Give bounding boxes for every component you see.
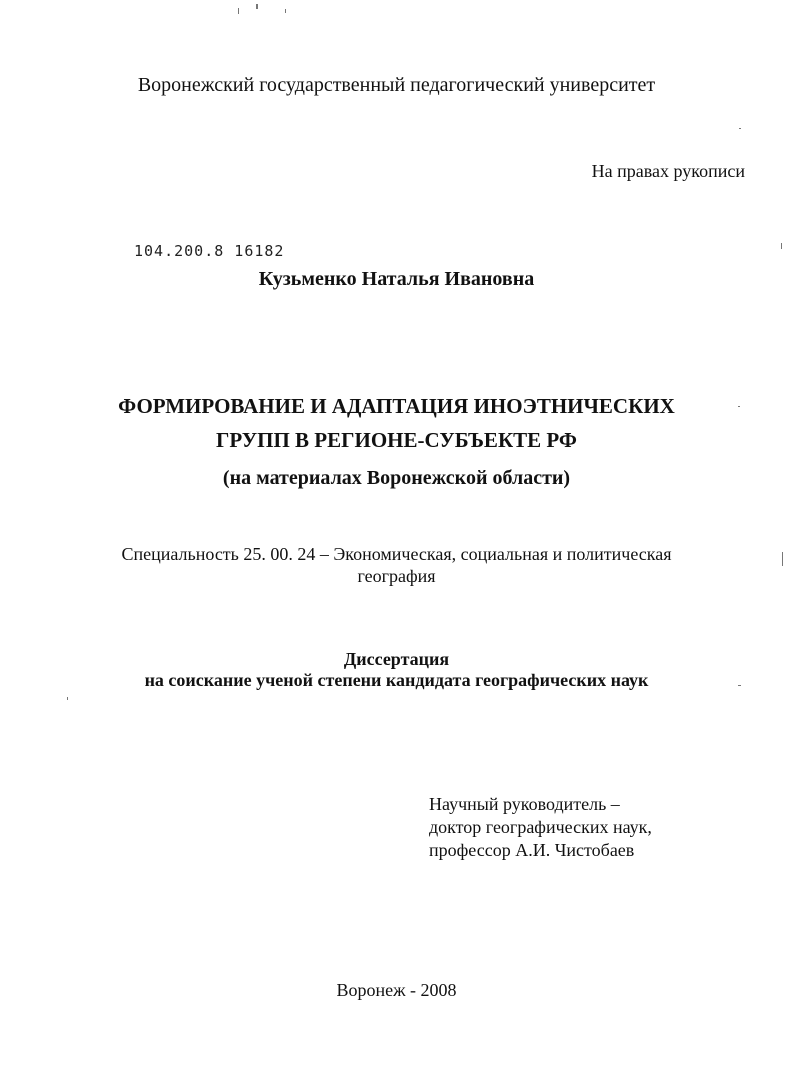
supervisor-line-3: профессор А.И. Чистобаев <box>429 840 635 860</box>
university-name: Воронежский государственный педагогический университет <box>137 74 656 96</box>
scan-speck <box>781 243 782 249</box>
scan-speck <box>67 697 68 700</box>
scan-speck <box>256 4 258 9</box>
dissertation-heading: Диссертация <box>343 649 450 669</box>
scan-speck <box>782 552 783 566</box>
scan-speck <box>238 8 239 14</box>
title-subtitle: (на материалах Воронежской области) <box>222 467 571 489</box>
supervisor-line-2: доктор географических наук, <box>429 817 652 837</box>
specialty-line-1: Специальность 25. 00. 24 – Экономическая, социальная и политическая <box>121 544 672 564</box>
dissertation-degree: на соискание ученой степени кандидата географических наук <box>144 670 649 690</box>
title-line-2: ГРУПП В РЕГИОНЕ-СУБЪЕКТЕ РФ <box>216 428 577 452</box>
scan-speck <box>739 128 741 129</box>
library-stamp: 104.200.8 16182 <box>134 242 285 260</box>
scan-speck <box>285 9 286 13</box>
city-year: Воронеж - 2008 <box>336 980 457 1000</box>
supervisor-line-1: Научный руководитель – <box>429 794 620 814</box>
specialty-line-2: география <box>357 566 436 586</box>
manuscript-rights: На правах рукописи <box>591 161 745 181</box>
scan-speck <box>738 406 740 407</box>
scan-speck <box>738 685 741 686</box>
author-name: Кузьменко Наталья Ивановна <box>258 268 535 290</box>
title-line-1: ФОРМИРОВАНИЕ И АДАПТАЦИЯ ИНОЭТНИЧЕСКИХ <box>118 394 675 418</box>
